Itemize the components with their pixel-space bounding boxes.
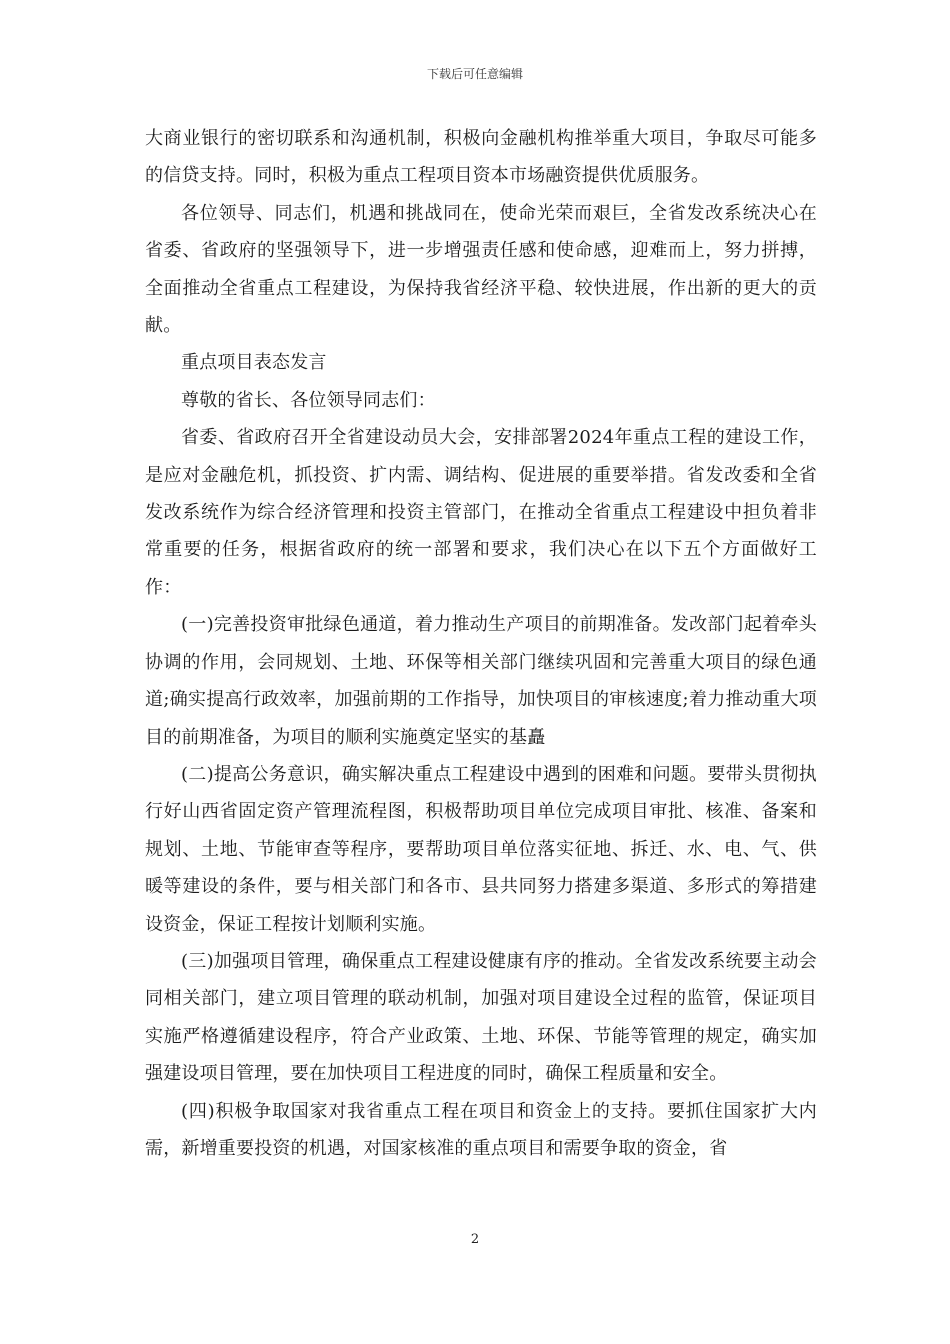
paragraph-continued: 大商业银行的密切联系和沟通机制，积极向金融机构推举重大项目，争取尽可能多的信贷支持。同时，积极为重点工程项目资本市场融资提供优质服务。 [145,128,817,187]
salutation: 尊敬的省长、各位领导同志们： [181,389,436,411]
paragraph-item-1: (一)完善投资审批绿色通道，着力推动生产项目的前期准备。发改部门起着牵头协调的作用，会同规划、土地、环保等相关部门继续巩固和完善重大项目的绿色通道;确实提高行政效率，加强前期的工作指导，加快项目的审核速度;着力推动重大项目的前期准备，为项目的顺利实施奠定坚实的基矗 [145,614,817,748]
page-number: 2 [470,1232,480,1247]
paragraph-closing-remarks: 各位领导、同志们，机遇和挑战同在，使命光荣而艰巨，全省发改系统决心在省委、省政府的坚强领导下，进一步增强责任感和使命感，迎难而上，努力拼搏，全面推动全省重点工程建设，为保持我省经济平稳、较快进展，作出新的更大的贡献。 [145,202,817,337]
page-header-note: 下载后可任意编辑 [426,67,523,81]
section-title: 重点项目表态发言 [181,352,327,374]
document-body [145,120,817,1167]
paragraph-item-3: (三)加强项目管理，确保重点工程建设健康有序的推动。全省发改系统要主动会同相关部门，建立项目管理的联动机制，加强对项目建设全过程的监管，保证项目实施严格遵循建设程序，符合产业政策、土地、环保、节能等管理的规定，确实加强建设项目管理，要在加快项目工程进度的同时，确保工程质量和安全。 [145,950,817,1085]
paragraph-item-4: (四)积极争取国家对我省重点工程在项目和资金上的支持。要抓住国家扩大内需，新增重要投资的机遇，对国家核准的重点项目和需要争取的资金，省 [145,1100,817,1159]
paragraph-item-2: (二)提高公务意识，确实解决重点工程建设中遇到的困难和问题。要带头贯彻执行好山西省固定资产管理流程图，积极帮助项目单位完成项目审批、核准、备案和规划、土地、节能审查等程序，要帮助项目单位落实征地、拆迁、水、电、气、供暖等建设的条件，要与相关部门和各市、县共同努力搭建多渠道、多形式的筹措建设资金，保证工程按计划顺利实施。 [145,763,817,935]
paragraph-intro: 省委、省政府召开全省建设动员大会，安排部署2024年重点工程的建设工作，是应对金融危机，抓投资、扩内需、调结构、促进展的重要举措。省发改委和全省发改系统作为综合经济管理和投资主管部门，在推动全省重点工程建设中担负着非常重要的任务，根据省政府的统一部署和要求，我们决心在以下五个方面做好工作： [145,427,817,598]
